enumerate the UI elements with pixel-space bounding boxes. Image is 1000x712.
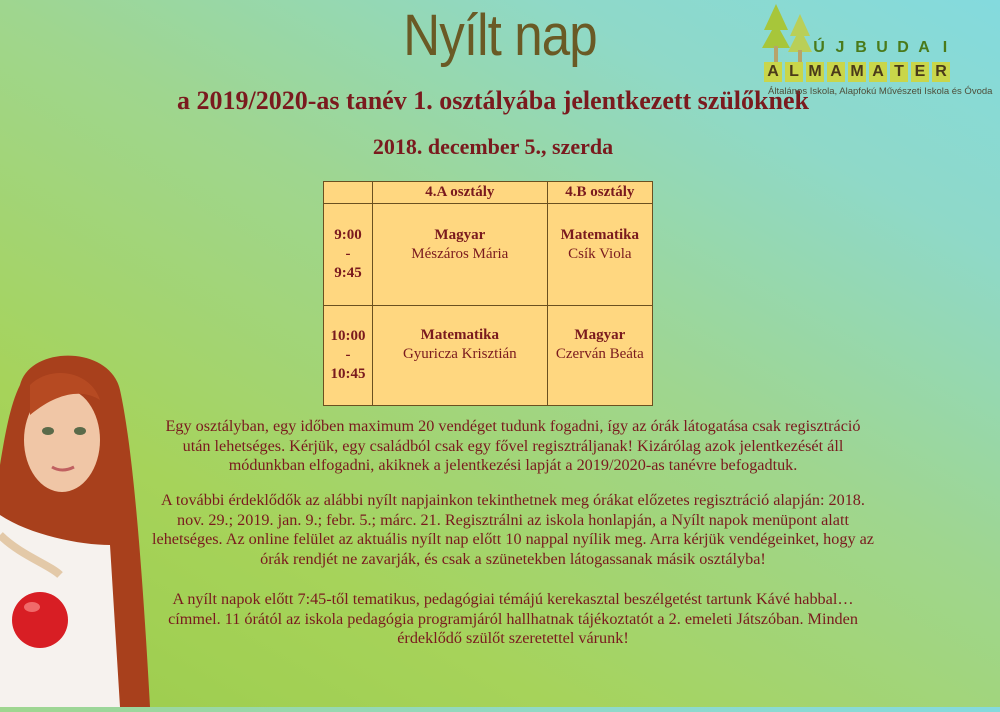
logo-letter: I bbox=[942, 39, 948, 56]
event-date: 2018. december 5., szerda bbox=[372, 134, 614, 159]
column-header: 4.A osztály bbox=[373, 182, 548, 204]
lesson-teacher: Mészáros Mária bbox=[411, 246, 509, 262]
logo-letter: A bbox=[827, 62, 845, 82]
time-end: 9:45 bbox=[334, 265, 362, 281]
paragraph-roundtable: A nyílt napok előtt 7:45-től tematikus, pedagógiai témájú kerekasztal beszélgetést tartunk Kávé habbal… címmel. 11 órától az iskola pedagógia programjáról hallhatnak tájékoztatót a 2. emeleti Játszóban. Minden érdeklődő szülőt szeretettel várunk! bbox=[168, 590, 858, 647]
girl-with-apple-image bbox=[0, 345, 160, 707]
girl-illustration bbox=[0, 345, 160, 707]
logo-letter: M bbox=[806, 62, 824, 82]
lesson-teacher: Czerván Beáta bbox=[555, 346, 644, 362]
logo-letter: J bbox=[835, 39, 845, 56]
lesson-cell bbox=[373, 204, 548, 306]
logo-letter: L bbox=[785, 62, 803, 82]
time-end: 10:45 bbox=[330, 366, 366, 382]
logo-letter: A bbox=[869, 62, 887, 82]
time-start: 10:00 bbox=[330, 328, 366, 344]
time-separator: - bbox=[345, 347, 351, 363]
time-cell bbox=[324, 306, 373, 406]
page-subtitle: a 2019/2020-as tanév 1. osztályába jelentkezett szülőknek bbox=[177, 86, 809, 115]
logo-letter: D bbox=[897, 39, 909, 56]
logo-letter: E bbox=[911, 62, 929, 82]
schedule-table bbox=[323, 181, 653, 406]
logo-letter: R bbox=[932, 62, 950, 82]
time-start: 9:00 bbox=[334, 227, 362, 243]
table-row bbox=[324, 204, 653, 306]
logo-letter: Ú bbox=[813, 39, 825, 56]
logo-row-almamater bbox=[764, 62, 950, 82]
logo-row-ujbudai bbox=[810, 38, 954, 58]
paragraph-registration: Egy osztályban, egy időben maximum 20 vendéget tudunk fogadni, így az órák látogatása csak regisztráció után lehetséges. Kérjük, egy családból csak egy fővel regisztráljanak! Kizárólag azok jelentkezését áll módunkban elfogadni, akiknek a jelentkezési lapját a 2019/2020-as tanévre befogadtuk. bbox=[165, 417, 861, 474]
lesson-cell bbox=[547, 306, 652, 406]
logo-tagline: Általános Iskola, Alapfokú Művészeti Iskola és Óvoda bbox=[768, 86, 993, 97]
logo-letter: T bbox=[890, 62, 908, 82]
lesson-cell bbox=[373, 306, 548, 406]
logo-letter: A bbox=[918, 39, 930, 56]
lesson-subject: Magyar bbox=[434, 227, 486, 243]
logo-letter: B bbox=[855, 39, 867, 56]
table-row bbox=[324, 306, 653, 406]
time-cell bbox=[324, 204, 373, 306]
table-header-row bbox=[324, 182, 653, 204]
lesson-subject: Matematika bbox=[420, 327, 499, 343]
lesson-subject: Matematika bbox=[560, 227, 639, 243]
paragraph-further-dates: A további érdeklődők az alábbi nyílt napjainkon tekinthetnek meg órákat előzetes regisztráció alapján: 2018. nov. 29.; 2019. jan. 9.; febr. 5.; márc. 21. Regisztrálni az iskola honlapján, a Nyílt napok menüpont alatt lehetséges. Az online felület az aktuális nyílt nap előtt 10 nappal nyílik meg. Arra kérjük vendégeinket, hogy az órák rendjét ne zavarják, és csak a szünetekben látogassanak másik osztályba! bbox=[152, 491, 874, 568]
lesson-subject: Magyar bbox=[574, 327, 626, 343]
lesson-teacher: Csík Viola bbox=[568, 246, 632, 262]
column-header: 4.B osztály bbox=[547, 182, 652, 204]
logo-letter: M bbox=[848, 62, 866, 82]
logo-letter: A bbox=[764, 62, 782, 82]
column-header bbox=[324, 182, 373, 204]
lesson-cell bbox=[547, 204, 652, 306]
page-title: Nyílt nap bbox=[403, 3, 597, 68]
time-separator: - bbox=[345, 246, 351, 262]
trees-icon bbox=[758, 0, 818, 70]
lesson-teacher: Gyuricza Krisztián bbox=[402, 346, 517, 362]
logo-letter: U bbox=[876, 39, 888, 56]
school-logo bbox=[758, 0, 993, 104]
